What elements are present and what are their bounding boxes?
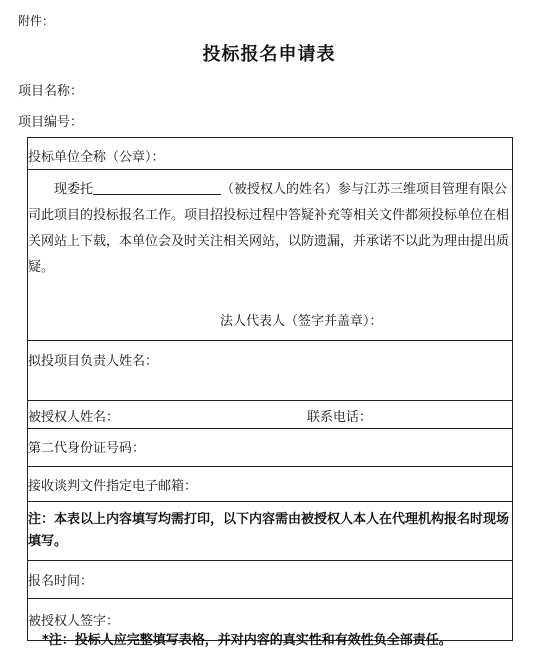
- phone-label: 联系电话：: [307, 410, 373, 425]
- row-registration-time: [28, 560, 512, 598]
- footer-note: *注：投标人应完整填写表格，并对内容的真实性和有效性负全部责任。: [42, 633, 452, 648]
- signature-label: 被授权人签字：: [28, 614, 120, 629]
- id-card-label: 第二代身份证号码：: [28, 441, 146, 456]
- row-id-card: [28, 428, 512, 466]
- entrust-prefix: 现委托: [54, 182, 94, 197]
- project-leader-label: 拟投项目负责人姓名：: [28, 354, 159, 369]
- row-authorized-contact: [28, 400, 512, 428]
- row-email: [28, 466, 512, 501]
- authorized-name-label: 被授权人姓名：: [28, 410, 120, 425]
- form-note: 注：本表以上内容填写均需打印，以下内容需由被授权人本人在代理机构报名时现场填写。: [28, 512, 510, 549]
- authorized-person-blank: [93, 180, 221, 195]
- unit-name-label: 投标单位全称（公章）：: [28, 150, 165, 165]
- email-label: 接收谈判文件指定电子邮箱：: [28, 479, 198, 494]
- entrust-paragraph: [28, 177, 513, 281]
- row-unit-name: [28, 138, 512, 169]
- page-title: 投标报名申请表: [202, 44, 336, 65]
- registration-time-label: 报名时间：: [28, 574, 94, 589]
- row-project-leader: [28, 340, 512, 400]
- row-note: [28, 501, 512, 560]
- application-form-table: [27, 137, 513, 641]
- project-number-label: 项目编号：: [18, 115, 84, 130]
- annex-label: 附件：: [18, 14, 55, 28]
- row-entrust-statement: [28, 169, 512, 340]
- legal-representative-label: 法人代表人（签字并盖章）：: [220, 314, 383, 329]
- project-name-label: 项目名称：: [18, 84, 84, 99]
- entrust-text: （被授权人的姓名）参与江苏三维项目管理有限公司此项目的投标报名工作。项目招投标过程中答疑补充等相关文件都须投标单位在相关网站上下载，本单位会及时关注相关网站，以防遗漏，并承诺不以此为理由提出质疑。: [28, 182, 510, 275]
